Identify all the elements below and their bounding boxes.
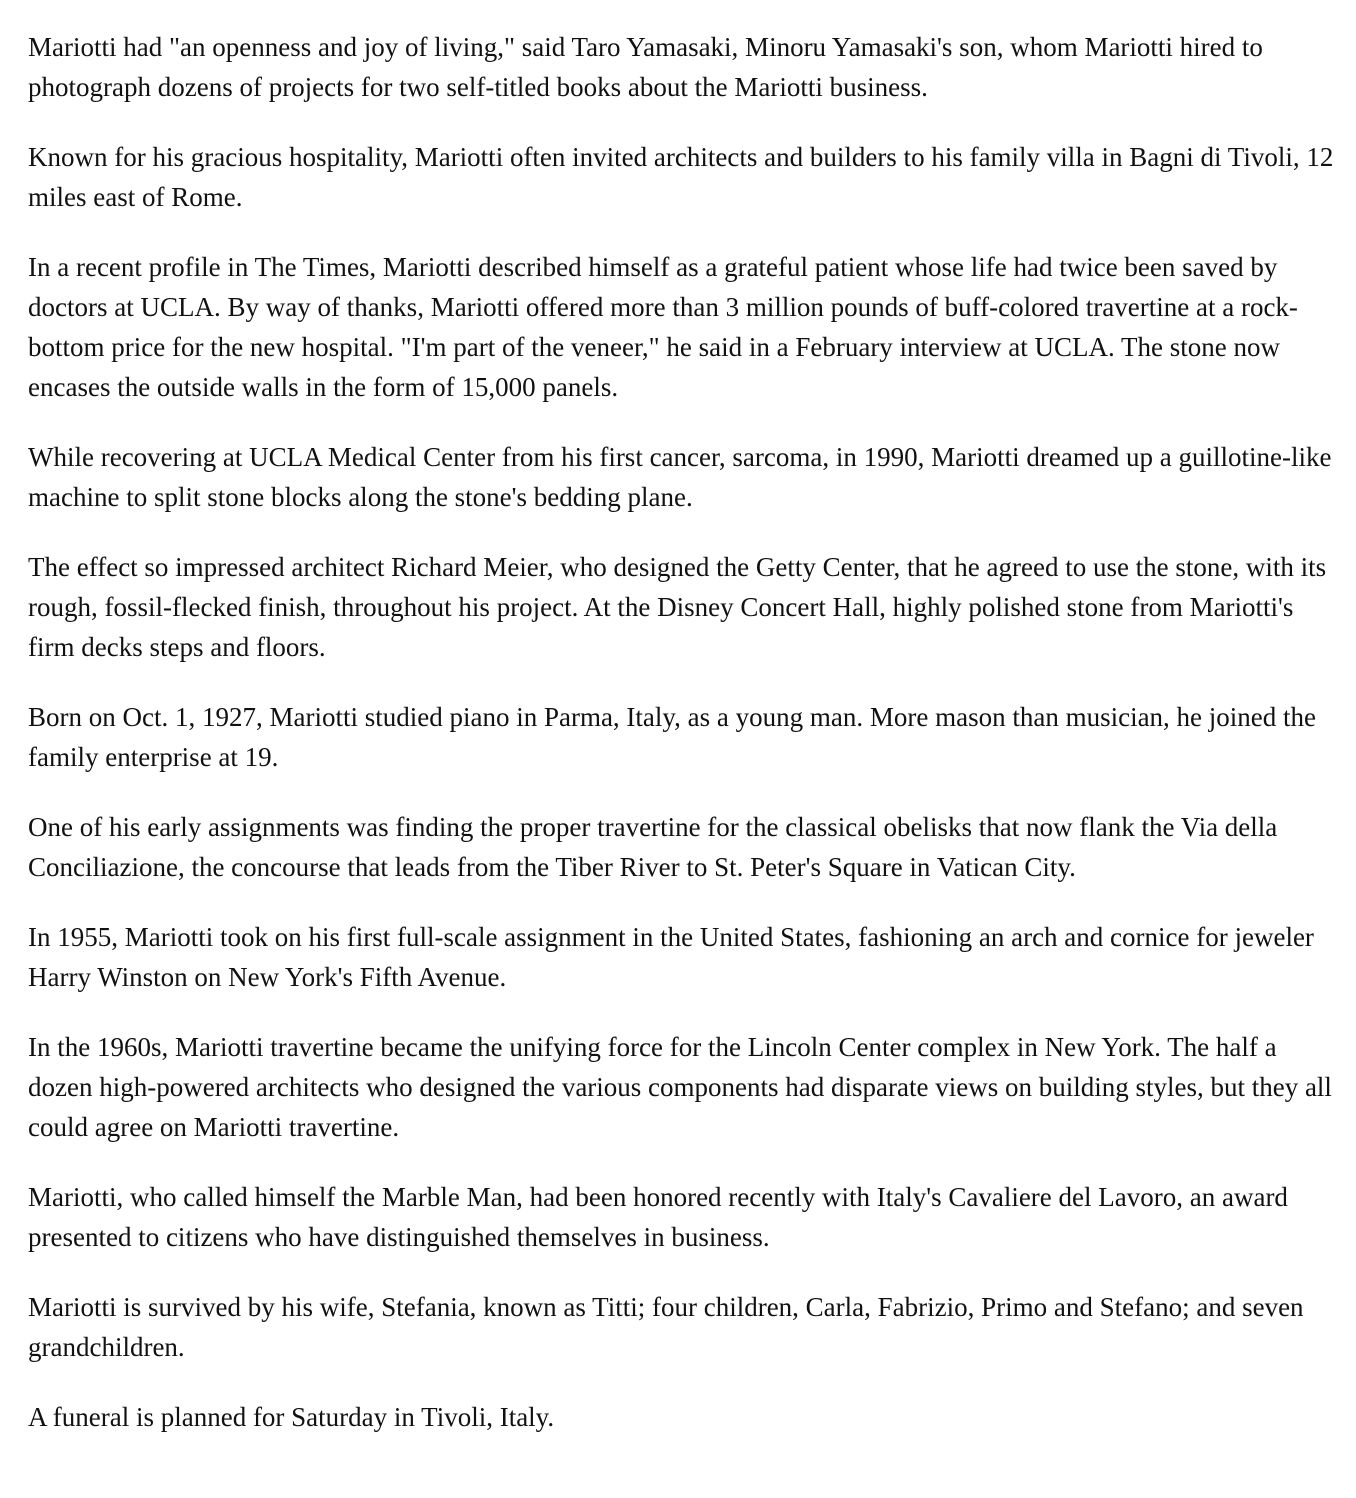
article-paragraph: Known for his gracious hospitality, Mariotti often invited architects and builders to his family villa in Bagni di Tivoli, 12 miles east of Rome. — [28, 142, 1334, 212]
article-paragraph: One of his early assignments was finding the proper travertine for the classical obelisks that now flank the Via della Conciliazione, the concourse that leads from the Tiber River to St. Peter's Square in Vatican City. — [28, 812, 1278, 882]
article-paragraph: Mariotti, who called himself the Marble Man, had been honored recently with Italy's Cavaliere del Lavoro, an award presented to citizens who have distinguished themselves in business. — [28, 1182, 1288, 1252]
article-paragraph: Born on Oct. 1, 1927, Mariotti studied piano in Parma, Italy, as a young man. More mason than musician, he joined the family enterprise at 19. — [28, 702, 1317, 772]
article-paragraph: Mariotti is survived by his wife, Stefania, known as Titti; four children, Carla, Fabrizio, Primo and Stefano; and seven grandchildren. — [28, 1292, 1304, 1362]
article-paragraph: In the 1960s, Mariotti travertine became the unifying force for the Lincoln Center complex in New York. The half a dozen high-powered architects who designed the various components had disparate views on building styles, but they all could agree on Mariotti travertine. — [28, 1032, 1332, 1142]
article-paragraph: A funeral is planned for Saturday in Tivoli, Italy. — [28, 1402, 555, 1432]
article-paragraph: Mariotti had "an openness and joy of living," said Taro Yamasaki, Minoru Yamasaki's son, whom Mariotti hired to photograph dozens of projects for two self-titled books about the Mariotti business. — [28, 32, 1263, 102]
article-body — [28, 27, 1334, 1467]
article-paragraph: In 1955, Mariotti took on his first full-scale assignment in the United States, fashioning an arch and cornice for jeweler Harry Winston on New York's Fifth Avenue. — [28, 922, 1314, 992]
article-paragraph: While recovering at UCLA Medical Center from his first cancer, sarcoma, in 1990, Mariotti dreamed up a guillotine-like machine to split stone blocks along the stone's bedding plane. — [28, 442, 1332, 512]
article-paragraph: In a recent profile in The Times, Mariotti described himself as a grateful patient whose life had twice been saved by doctors at UCLA. By way of thanks, Mariotti offered more than 3 million pounds of buff-colored travertine at a rock-bottom price for the new hospital. "I'm part of the veneer," he said in a February interview at UCLA. The stone now encases the outside walls in the form of 15,000 panels. — [28, 252, 1298, 402]
article-paragraph: The effect so impressed architect Richard Meier, who designed the Getty Center, that he agreed to use the stone, with its rough, fossil-flecked finish, throughout his project. At the Disney Concert Hall, highly polished stone from Mariotti's firm decks steps and floors. — [28, 552, 1327, 662]
